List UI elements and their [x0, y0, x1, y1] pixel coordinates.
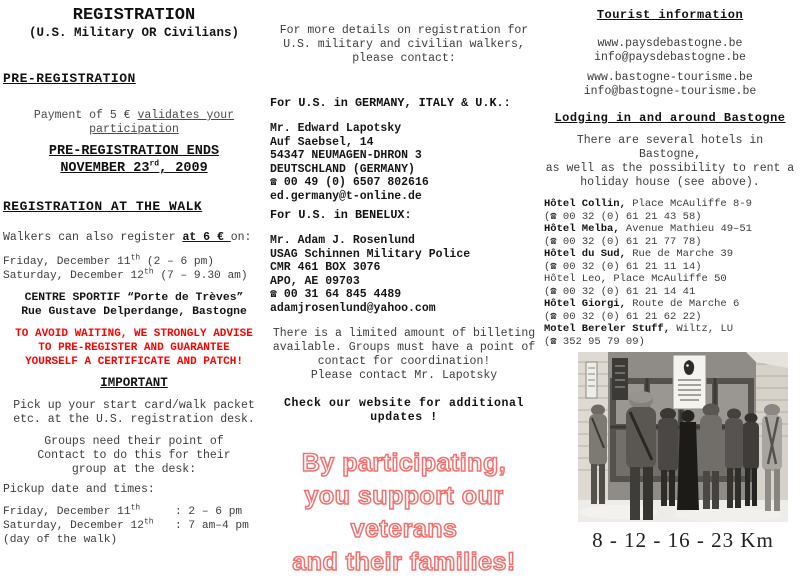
lodging-heading: Lodging in and around Bastogne [554, 111, 786, 125]
walk-registration-dates [3, 255, 265, 283]
veterans-slogan: By participating, you support our veterans and their families! [292, 449, 516, 576]
contact-phone: ☎ 00 49 (0) 6507 802616 [270, 176, 429, 189]
tourist-information-heading: Tourist information [596, 8, 744, 22]
pickup-saturday-row: Saturday, December 12th : 7 am–4 pm [3, 517, 249, 532]
email-link: info@paysdebastogne.be [594, 51, 746, 64]
contact-name: Mr. Adam J. Rosenlund [270, 234, 415, 247]
pre-registration-deadline [3, 143, 265, 177]
tourist-column [544, 0, 796, 552]
walk-date-friday: Friday, December 11th (2 – 6 pm) [3, 253, 215, 268]
registration-at-walk-heading: REGISTRATION AT THE WALK [3, 199, 203, 214]
pickup-times [3, 505, 265, 547]
hotel-entry: Hôtel du Sud, Rue de Marche 39 [544, 248, 734, 260]
registration-column [3, 0, 265, 547]
payment-note [3, 109, 265, 137]
hotel-entry: Motel Bereler Stuff, Wiltz, LU [544, 323, 734, 335]
deadline-line-2: NOVEMBER 23rd, 2009 [60, 159, 208, 176]
contact-name: Mr. Edward Lapotsky [270, 122, 402, 135]
hotel-phone: (☎ 00 32 (0) 61 21 43 58) [544, 210, 702, 223]
page-subtitle: (U.S. Military OR Civilians) [28, 26, 240, 40]
hotel-phone: (☎ 00 32 (0) 61 21 14 41 [544, 285, 696, 298]
website-link: www.paysdebastogne.be [597, 37, 743, 50]
contact-phone: ☎ 00 31 64 845 4489 [270, 288, 402, 301]
contact-email: ed.germany@t-online.de [270, 189, 422, 203]
pre-register-warning: TO AVOID WAITING, WE STRONGLY ADVISE TO PRE-REGISTER AND GUARANTEE YOURSELF A CERTIFICATE AND PATCH! [15, 328, 253, 368]
distances-caption: 8 - 12 - 16 - 23 Km [592, 528, 774, 552]
contact-intro: For more details on registration for U.S. military and civilian walkers, please contact: [279, 24, 529, 65]
germany-contact-heading: For U.S. in GERMANY, ITALY & U.K.: [270, 96, 511, 110]
hotel-entry: Hôtel Melba, Avenue Mathieu 49–51 [544, 223, 752, 235]
hotel-phone: (☎ 00 32 (0) 61 21 77 78) [544, 235, 702, 248]
payment-underlined-1: validates your [137, 109, 235, 122]
pre-registration-heading: PRE-REGISTRATION [3, 71, 136, 86]
hotel-entry: Hôtel Collin, Place McAuliffe 8-9 [544, 198, 752, 210]
contact-box: CMR 461 BOX 3076 [270, 261, 381, 274]
contact-street: Auf Saebsel, 14 [270, 135, 374, 149]
soldiers-photo [578, 352, 788, 522]
page-title: REGISTRATION [72, 6, 196, 25]
hotel-entry: Hôtel Giorgi, Route de Marche 6 [544, 298, 740, 310]
website-link: www.bastogne-tourisme.be [587, 71, 753, 84]
pickup-friday-row: Friday, December 11th : 2 – 6 pm [3, 503, 243, 518]
contact-country: DEUTSCHLAND (GERMANY) [270, 162, 415, 176]
walk-register-line: Walkers can also register at 6 € on: [3, 231, 252, 244]
contact-email: adamjrosenlund@yahoo.com [270, 301, 436, 315]
contacts-column [270, 0, 538, 579]
deadline-line-1: PRE-REGISTRATION ENDS [48, 144, 220, 159]
groups-note: Groups need their point of Contact to do this for their group at the desk: [37, 435, 231, 476]
venue-name: CENTRE SPORTIF “Porte de Trèves” [24, 292, 244, 304]
benelux-contact-block [270, 234, 538, 315]
pickup-note: Pick up your start card/walk packet etc. at the U.S. registration desk. [13, 399, 255, 426]
bastogne-tourisme-links [544, 71, 796, 99]
lodging-note: There are several hotels in Bastogne, as well as the possibility to rent a holiday house (see above). [545, 134, 795, 189]
venue-street: Rue Gustave Delperdange, Bastogne [21, 306, 247, 318]
email-link: info@bastogne-tourisme.be [583, 85, 757, 98]
contact-unit: USAG Schinnen Military Police [270, 247, 471, 261]
payment-text: Payment of 5 € [33, 109, 138, 122]
walk-date-saturday: Saturday, December 12th (7 – 9.30 am) [3, 267, 248, 282]
venue-address [3, 291, 265, 319]
important-heading: IMPORTANT [100, 376, 168, 390]
hotel-phone: (☎ 00 32 (0) 61 21 11 14) [544, 260, 702, 273]
pickup-times-label: Pickup date and times: [3, 483, 155, 496]
hotel-phone: (☎ 00 32 (0) 61 21 62 22) [544, 310, 702, 323]
website-updates-note: Check our website for additional updates ! [283, 397, 525, 424]
payment-underlined-2: participation [89, 123, 179, 136]
hotel-list [544, 198, 796, 348]
day-of-walk-note: (day of the walk) [3, 534, 118, 546]
hotel-phone: (☎ 352 95 79 09) [544, 335, 645, 348]
contact-city: 54347 NEUMAGEN-DHRON 3 [270, 149, 422, 162]
pays-de-bastogne-links [544, 37, 796, 65]
billeting-note: There is a limited amount of billeting available. Groups must have a point of contact for coordination! Please contact Mr. Lapotsky [272, 327, 536, 382]
walk-fee: at 6 € [182, 231, 231, 244]
benelux-contact-heading: For U.S. in BENELUX: [270, 208, 412, 222]
contact-apo: APO, AE 09703 [270, 274, 360, 288]
hotel-entry: Hôtel Leo, Place McAuliffe 50 [544, 273, 727, 285]
germany-contact-block [270, 122, 538, 203]
